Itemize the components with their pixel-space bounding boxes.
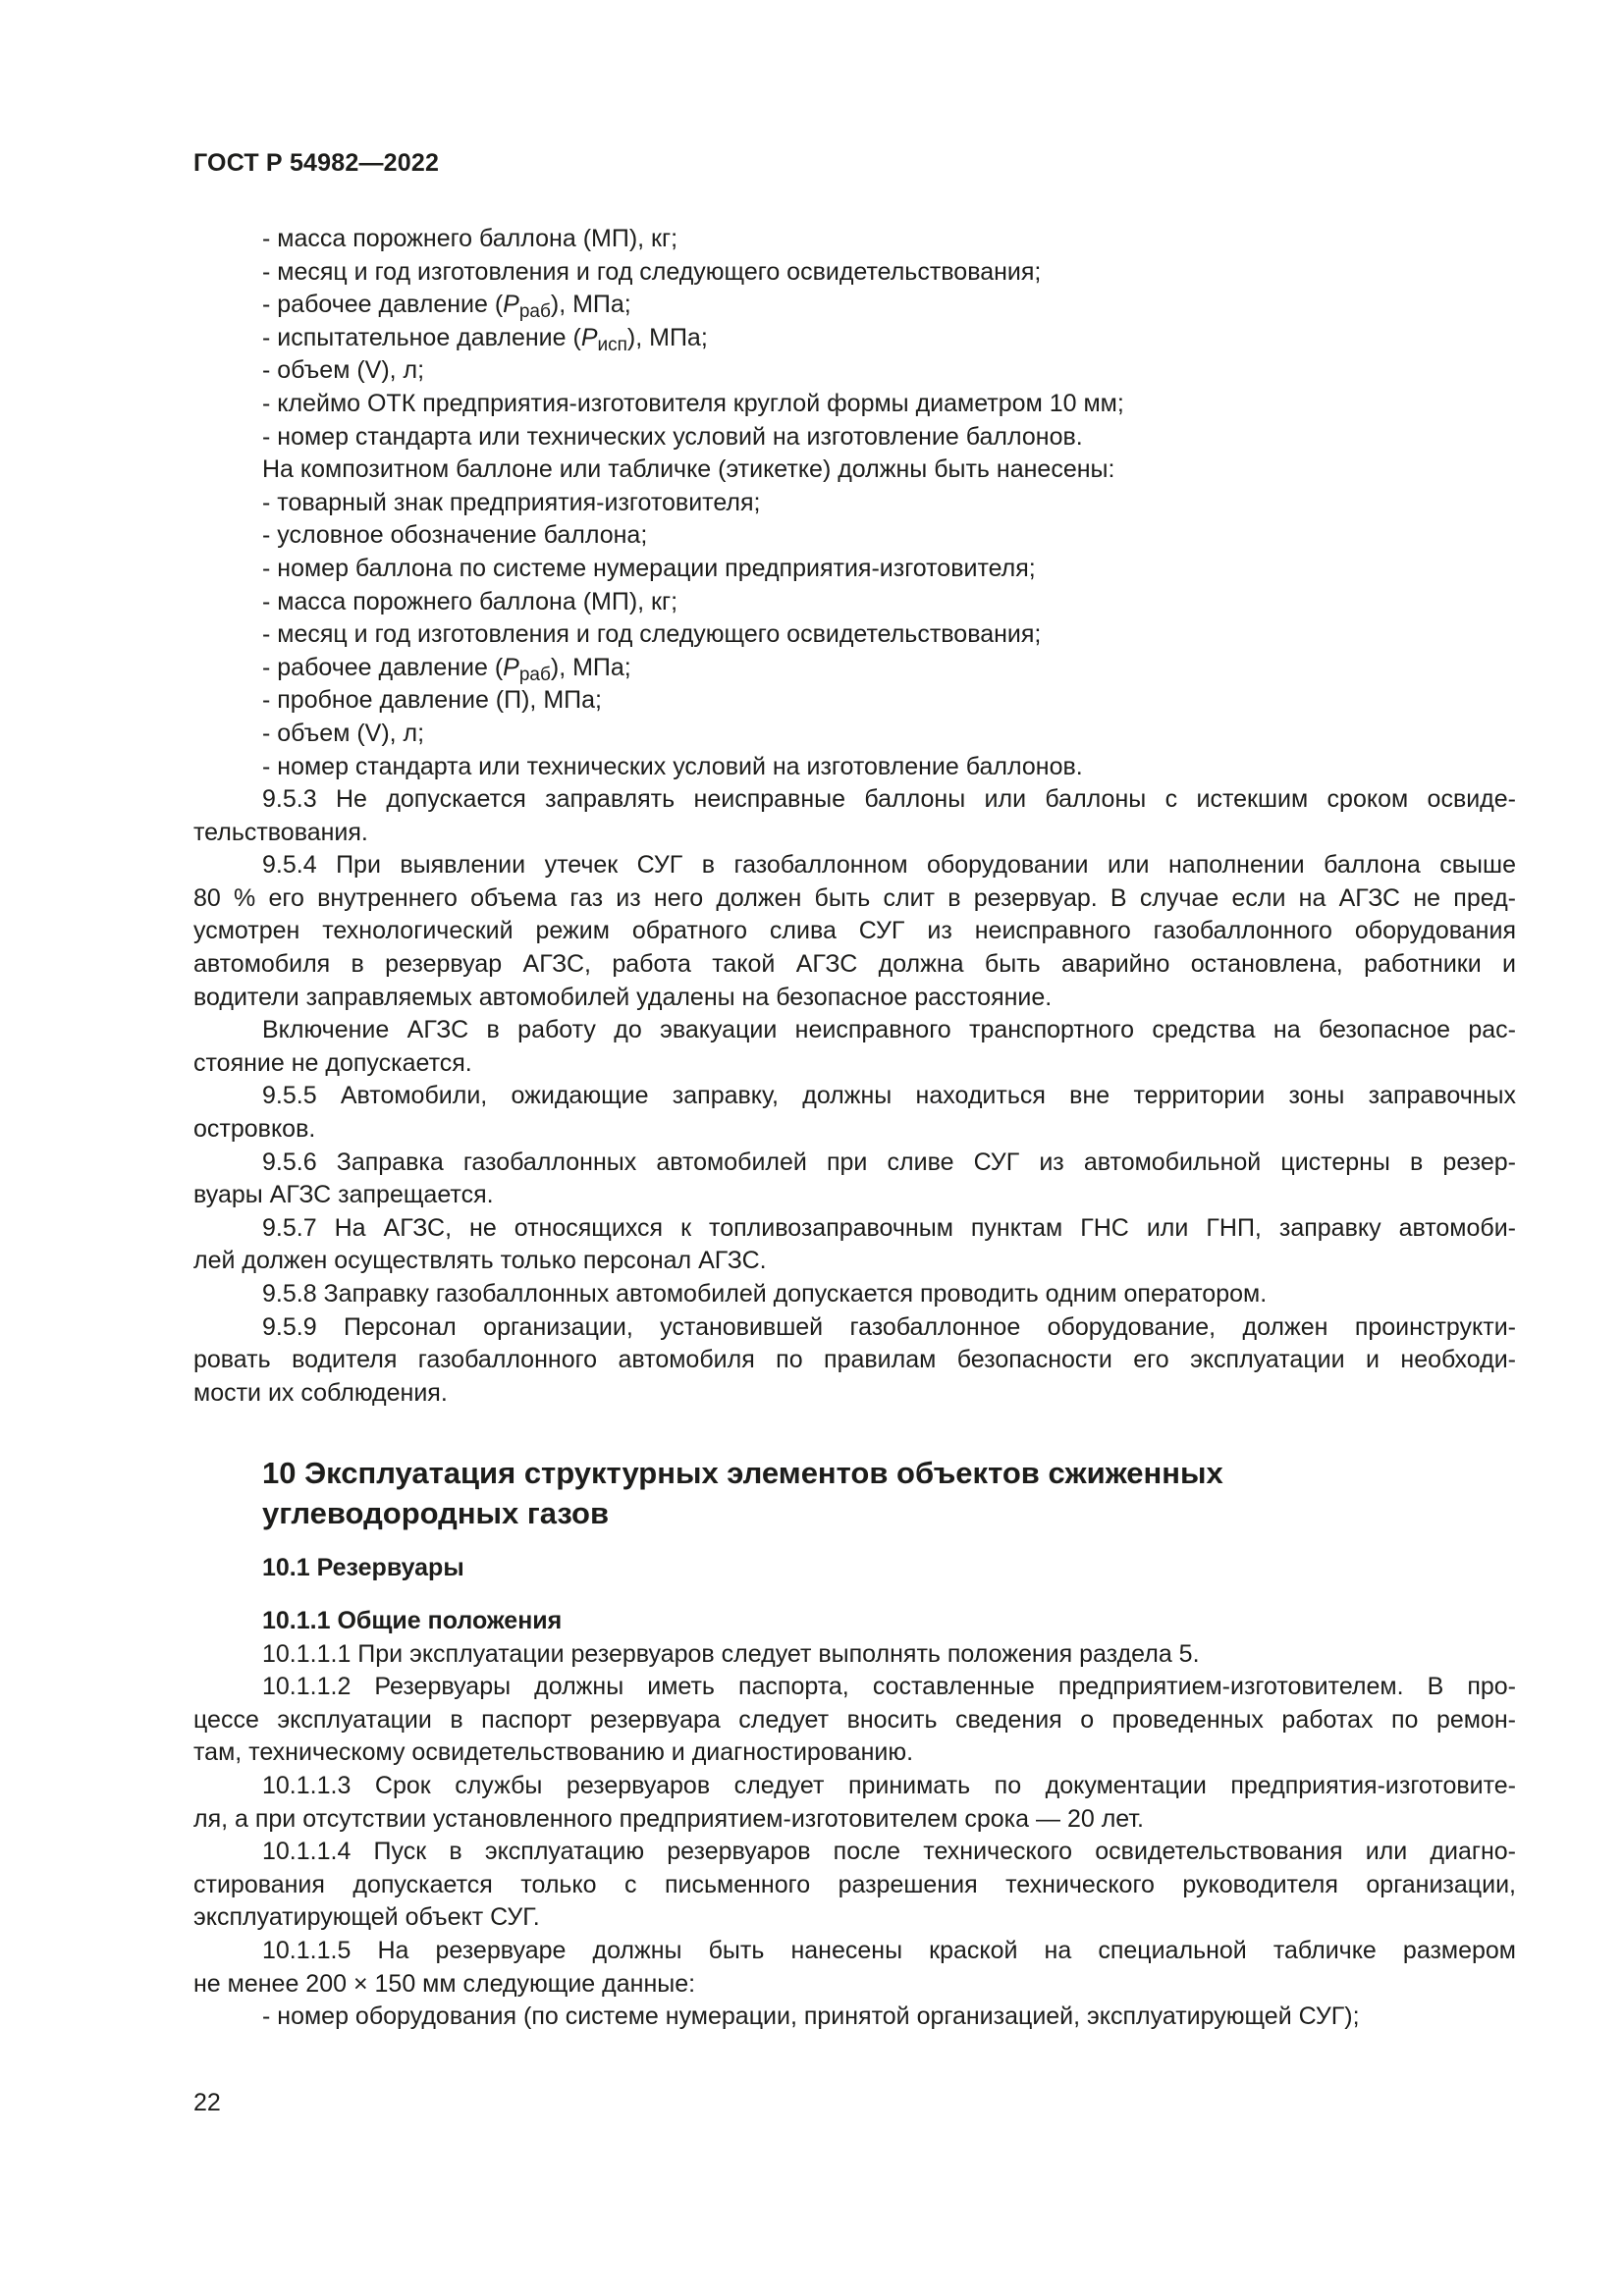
list-item-test-pressure: - испытательное давление $(Р_{исп})$, МПа; — [262, 323, 708, 355]
list-item: - месяц и год изготовления и год следующего освидетельствования; — [262, 257, 1042, 286]
section-heading — [193, 1453, 1516, 1533]
list-item: - номер стандарта или технических условий на изготовление баллонов. — [262, 422, 1083, 451]
paragraph-line: 9.5.9 Персонал организации, установившей газобаллонное оборудование, должен проинструкти- — [262, 1312, 1516, 1341]
paragraph-line: 10.1.1.1 При эксплуатации резервуаров следует выполнять положения раздела 5. — [262, 1639, 1200, 1668]
document-header: ГОСТ Р 54982—2022 — [193, 149, 440, 177]
list-item: - пробное давление (П), МПа; — [262, 686, 602, 715]
section-heading-line: 10 Эксплуатация структурных элементов объектов сжиженных — [262, 1456, 1223, 1491]
paragraph-line: стирования допускается только с письменного разрешения технического руководителя организации, — [193, 1870, 1516, 1898]
paragraph-line: вуары АГЗС запрещается. — [193, 1181, 494, 1209]
paragraph-line: не менее 200 × 150 мм следующие данные: — [193, 1969, 696, 1998]
list-item: - условное обозначение баллона; — [262, 521, 648, 550]
list-item: - товарный знак предприятия-изготовителя; — [262, 488, 761, 516]
list-item: - номер оборудования (по системе нумерации, принятой организацией, эксплуатирующей СУГ); — [262, 2002, 1360, 2031]
paragraph-line: там, техническому освидетельствованию и диагностированию. — [193, 1738, 914, 1767]
paragraph-line: водители заправляемых автомобилей удалены на безопасное расстояние. — [193, 983, 1053, 1011]
paragraph-line: 9.5.5 Автомобили, ожидающие заправку, должны находиться вне территории зоны заправочных — [262, 1082, 1516, 1110]
page-number: 22 — [193, 2089, 221, 2116]
list-item-working-pressure: - рабочее давление $(Р_{раб})$, МПа; — [262, 291, 631, 323]
paragraph-line: 9.5.7 На АГЗС, не относящихся к топливозаправочным пунктам ГНС или ГНП, заправку автомоби- — [262, 1213, 1516, 1242]
paragraph-line: 9.5.3 Не допускается заправлять неисправные баллоны или баллоны с истекшим сроком освиде- — [262, 785, 1516, 814]
paragraph-line: 9.5.4 При выявлении утечек СУГ в газобаллонном оборудовании или наполнении баллона свыше — [262, 851, 1516, 880]
list-item: - объем (V), л; — [262, 719, 425, 747]
subsection-heading: 10.1 Резервуары — [262, 1554, 464, 1582]
paragraph-line: ровать водителя газобаллонного автомобиля по правилам безопасности его эксплуатации и необходи- — [193, 1346, 1516, 1374]
paragraph-line: Включение АГЗС в работу до эвакуации неисправного транспортного средства на безопасное рас- — [262, 1016, 1516, 1044]
composite-intro: На композитном баллоне или табличке (этикетке) должны быть нанесены: — [262, 455, 1115, 484]
paragraph-line: автомобиля в резервуар АГЗС, работа такой АГЗС должна быть аварийно остановлена, работники и — [193, 950, 1516, 979]
list-item: - месяц и год изготовления и год следующего освидетельствования; — [262, 620, 1042, 649]
list-item: - объем (V), л; — [262, 356, 425, 385]
subsubsection-heading: 10.1.1 Общие положения — [262, 1606, 563, 1634]
paragraph-line: цессе эксплуатации в паспорт резервуара следует вносить сведения о проведенных работах по ремон- — [193, 1705, 1516, 1734]
paragraph-line: 80 % его внутреннего объема газ из него должен быть слит в резервуар. В случае если на АГЗС не пред- — [193, 883, 1516, 912]
paragraph-line: тельствования. — [193, 818, 368, 846]
paragraph-line: островков. — [193, 1115, 316, 1144]
section-heading-line: углеводородных газов — [262, 1496, 610, 1531]
paragraph-line: 10.1.1.3 Срок службы резервуаров следует принимать по документации предприятия-изготовите- — [262, 1771, 1516, 1799]
paragraph-line: 10.1.1.5 На резервуаре должны быть нанесены краской на специальной табличке размером — [262, 1936, 1516, 1964]
page-content — [193, 223, 1516, 2034]
list-item: - номер баллона по системе нумерации предприятия-изготовителя; — [262, 554, 1036, 582]
paragraph-line: эксплуатирующей объект СУГ. — [193, 1903, 540, 1932]
list-item-working-pressure: - рабочее давление $(Р_{раб})$, МПа; — [262, 653, 631, 685]
paragraph-line: стояние не допускается. — [193, 1048, 472, 1077]
paragraph-line: лей должен осуществлять только персонал АГЗС. — [193, 1247, 767, 1275]
paragraph-line: усмотрен технологический режим обратного слива СУГ из неисправного газобаллонного оборудования — [193, 917, 1516, 945]
list-item: - масса порожнего баллона (МП), кг; — [262, 587, 678, 615]
list-item: - масса порожнего баллона (МП), кг; — [262, 225, 678, 252]
list-item: - клеймо ОТК предприятия-изготовителя круглой формы диаметром 10 мм; — [262, 389, 1124, 417]
paragraph-line: 10.1.1.2 Резервуары должны иметь паспорта, составленные предприятием-изготовителем. В про- — [262, 1673, 1516, 1701]
paragraph-line: мости их соблюдения. — [193, 1378, 448, 1407]
paragraph-line: 9.5.6 Заправка газобаллонных автомобилей при сливе СУГ из автомобильной цистерны в резер- — [262, 1148, 1516, 1176]
list-item: - номер стандарта или технических условий на изготовление баллонов. — [262, 752, 1083, 780]
paragraph-line: 9.5.8 Заправку газобаллонных автомобилей допускается проводить одним оператором. — [262, 1280, 1268, 1308]
paragraph-line: ля, а при отсутствии установленного предприятием-изготовителем срока — 20 лет. — [193, 1804, 1144, 1833]
paragraph-line: 10.1.1.4 Пуск в эксплуатацию резервуаров после технического освидетельствования или диагно- — [262, 1838, 1516, 1866]
